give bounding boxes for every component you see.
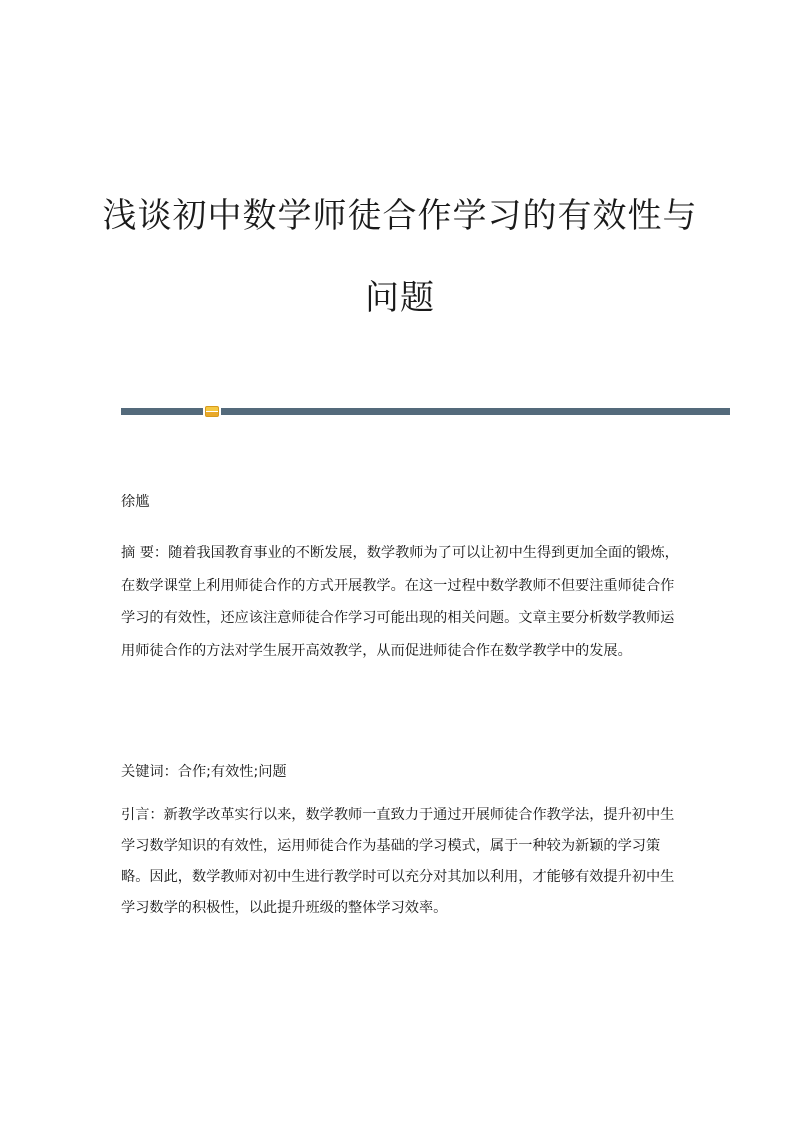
title-divider-left — [121, 408, 203, 415]
keywords-line: 关键词：合作;有效性;问题 — [121, 764, 287, 780]
abstract-paragraph: 摘 要：随着我国教育事业的不断发展，数学教师为了可以让初中生得到更加全面的锻炼，在数学课堂上利用师徒合作的方式开展教学。在这一过程中数学教师不但要注重师徒合作学习的有效性，还应该注意师徒合作学习可能出现的相关问题。文章主要分析数学教师运用师徒合作的方法对学生展开高效教学，从而促进师徒合作在数学教学中的发展。 — [121, 545, 679, 660]
document-title-line-1: 浅谈初中数学师徒合作学习的有效性与 — [102, 196, 698, 236]
document-title-line-2: 问题 — [365, 278, 435, 318]
introduction-paragraph: 引言：新教学改革实行以来，数学教师一直致力于通过开展师徒合作教学法，提升初中生学习数学知识的有效性，运用师徒合作为基础的学习模式，属于一种较为新颖的学习策略。因此，数学教师对初中生进行教学时可以充分对其加以利用，才能够有效提升初中生学习数学的积极性，以此提升班级的整体学习效率。 — [121, 807, 675, 916]
author-name: 徐尴 — [121, 494, 150, 510]
divider-ornament-icon — [205, 406, 219, 417]
title-divider-right — [221, 408, 730, 415]
